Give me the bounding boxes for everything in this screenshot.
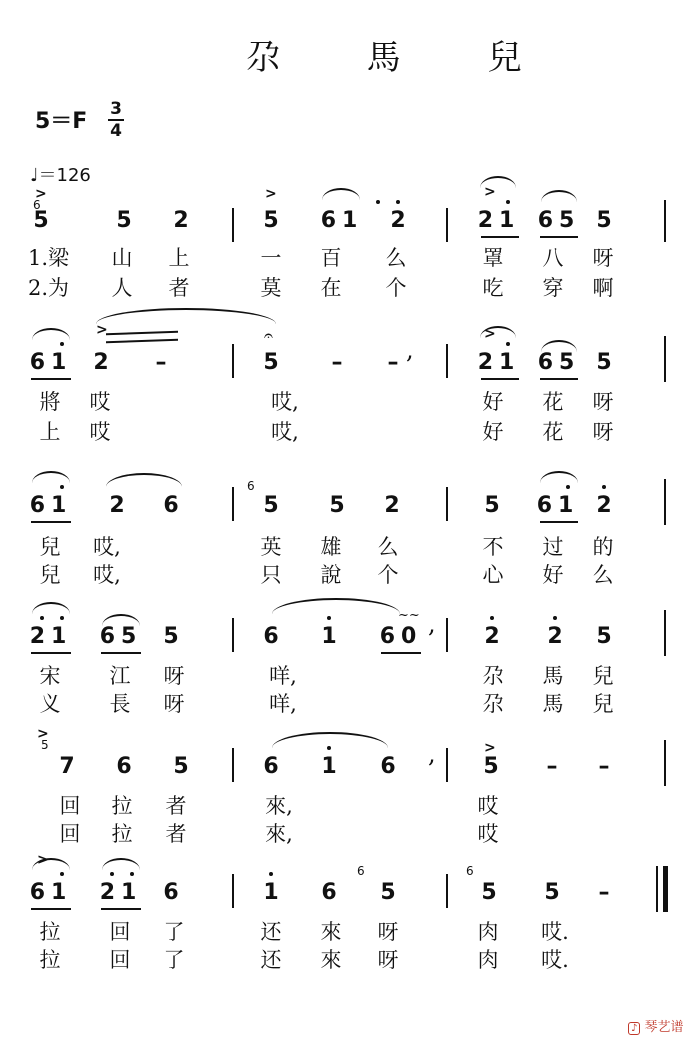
lyric: 哎, [271, 420, 299, 444]
lyric: 啊 [592, 276, 614, 300]
note: 61 [536, 493, 580, 518]
lyric: 宋 [39, 664, 61, 688]
lyric: 还 [260, 948, 282, 972]
note: – [598, 754, 610, 779]
grace-note: 5 [41, 738, 49, 752]
lyric: 呀 [377, 948, 399, 972]
barline [446, 487, 448, 521]
lyric: 呀 [163, 664, 185, 688]
note: – [331, 350, 343, 375]
final-barline-thick [663, 866, 668, 912]
high-octave-dot [60, 872, 64, 876]
note: 2 [596, 493, 612, 518]
barline [446, 344, 448, 378]
high-octave-dot [566, 485, 570, 489]
lyric: 只 [260, 563, 282, 587]
lyric: 咩, [269, 692, 297, 716]
note: 6 [263, 754, 279, 779]
lyric: 好 [542, 563, 564, 587]
lyric: 來, [265, 794, 293, 818]
note: 65 [99, 624, 143, 649]
grace-note: 6 [466, 864, 474, 878]
lyric: 哎 [89, 420, 111, 444]
tempo-marking: ♩＝126 [30, 165, 91, 186]
lyric: 者 [165, 822, 187, 846]
lyric: 哎, [271, 390, 299, 414]
slur [541, 340, 577, 352]
note: 5 [481, 880, 497, 905]
high-octave-dot [110, 872, 114, 876]
lyric: 个 [377, 563, 399, 587]
lyric: 回 [109, 920, 131, 944]
high-octave-dot [60, 485, 64, 489]
trill-mark: ~~ [398, 608, 420, 623]
lyric: 义 [39, 692, 61, 716]
note: 2 [93, 350, 109, 375]
underline-beam [540, 521, 578, 523]
note: 5 [380, 880, 396, 905]
slur [102, 614, 140, 626]
accent-mark: > [484, 740, 496, 756]
note: 6 [116, 754, 132, 779]
note: 21 [29, 624, 73, 649]
lyric: 咩, [269, 664, 297, 688]
high-octave-dot [506, 342, 510, 346]
lyric: 長 [109, 692, 131, 716]
lyric: 尕 [482, 664, 504, 688]
tie-arc [272, 732, 388, 748]
lyric: 拉 [39, 948, 61, 972]
grace-note: 6 [33, 198, 41, 212]
lyric: 哎 [89, 390, 111, 414]
lyric: 百 [320, 246, 342, 270]
score-system-1 [0, 184, 700, 300]
lyric: 么 [385, 246, 407, 270]
note: – [155, 350, 167, 375]
lyric: 么 [377, 535, 399, 559]
note: 5 [116, 208, 132, 233]
lyric: 者 [165, 794, 187, 818]
note: 5 [263, 350, 279, 375]
lyric: 人 [111, 276, 133, 300]
accent-mark: > [484, 326, 496, 342]
lyric: 兒 [39, 535, 61, 559]
high-octave-dot [40, 616, 44, 620]
lyric: 哎. [541, 920, 569, 944]
note: 5 [544, 880, 560, 905]
underline-beam [101, 908, 141, 910]
lyric: 尕 [482, 692, 504, 716]
lyric: 呀 [592, 246, 614, 270]
note: 5 [163, 624, 179, 649]
underline-beam [481, 378, 519, 380]
lyric: 八 [542, 246, 564, 270]
song-title: 尕 馬 兒 [246, 38, 560, 78]
breath-mark: , [406, 336, 414, 364]
barline [446, 208, 448, 242]
lyric: 拉 [111, 822, 133, 846]
note: 5 [33, 208, 49, 233]
lyric: 拉 [111, 794, 133, 818]
note: 65 [537, 350, 581, 375]
note: 2 [390, 208, 406, 233]
lyric: 馬 [542, 692, 564, 716]
lyric: 英 [260, 535, 282, 559]
underline-beam [481, 236, 519, 238]
underline-beam [31, 378, 71, 380]
note: 5 [329, 493, 345, 518]
note: 2 [173, 208, 189, 233]
barline [232, 748, 234, 782]
high-octave-dot [376, 200, 380, 204]
barline [664, 740, 666, 786]
lyric: 莫 [260, 276, 282, 300]
note: 60 [379, 624, 423, 649]
breath-mark: , [428, 740, 436, 768]
lyric: 山 [111, 246, 133, 270]
underline-beam [31, 652, 71, 654]
note: 2 [384, 493, 400, 518]
underline-beam [101, 652, 141, 654]
note: 21 [477, 208, 521, 233]
lyric: 兒 [39, 563, 61, 587]
high-octave-dot [490, 616, 494, 620]
lyric: 哎, [93, 563, 121, 587]
note: – [387, 350, 399, 375]
underline-beam [540, 236, 578, 238]
lyric: 的 [592, 535, 614, 559]
score-system-4 [0, 608, 700, 716]
slur [322, 188, 360, 200]
barline [664, 610, 666, 656]
logo-icon: ♪ [628, 1022, 640, 1035]
accent-mark: > [265, 186, 277, 202]
lyric: 回 [59, 794, 81, 818]
lyric: 兒 [592, 664, 614, 688]
note: 5 [596, 624, 612, 649]
barline [446, 874, 448, 908]
barline [232, 208, 234, 242]
grace-note: 6 [357, 864, 365, 878]
barline [232, 874, 234, 908]
lyric: 來 [320, 920, 342, 944]
note: 6 [321, 880, 337, 905]
tie-arc [96, 308, 276, 324]
high-octave-dot [130, 872, 134, 876]
lyric: 呀 [163, 692, 185, 716]
watermark-text: 琴艺谱 [644, 1020, 684, 1035]
score-system-5 [0, 726, 700, 846]
note: 6 [163, 493, 179, 518]
accent-mark: > [484, 184, 496, 200]
lyric: 拉 [39, 920, 61, 944]
high-octave-dot [506, 200, 510, 204]
high-octave-dot [269, 872, 273, 876]
note: – [598, 880, 610, 905]
underline-beam [540, 378, 578, 380]
note: 61 [29, 493, 73, 518]
lyric: 哎. [541, 948, 569, 972]
accent-mark: > [37, 726, 49, 742]
note: – [546, 754, 558, 779]
lyric: 罩 [482, 246, 504, 270]
lyric: 來 [320, 948, 342, 972]
note: 1 [263, 880, 279, 905]
note: 21 [477, 350, 521, 375]
lyric: 不 [482, 535, 504, 559]
lyric: 一 [260, 246, 282, 270]
lyric: 1.梁 [28, 246, 70, 270]
note: 61 [29, 350, 73, 375]
lyric: 馬 [542, 664, 564, 688]
meter-top: 3 [110, 99, 122, 119]
final-barline-thin [656, 866, 658, 912]
tie-arc [272, 598, 400, 614]
lyric: 將 [39, 390, 61, 414]
note: 6 [380, 754, 396, 779]
slur [541, 190, 577, 202]
lyric: 上 [39, 420, 61, 444]
lyric: 好 [482, 420, 504, 444]
lyric: 來, [265, 822, 293, 846]
slur [32, 602, 70, 614]
barline [446, 618, 448, 652]
slur [32, 328, 70, 340]
lyric: 回 [59, 822, 81, 846]
lyric: 呀 [377, 920, 399, 944]
note: 65 [537, 208, 581, 233]
note: 61 [320, 208, 364, 233]
lyric: 回 [109, 948, 131, 972]
accent-mark: > [37, 852, 49, 868]
barline [446, 748, 448, 782]
lyric: 上 [168, 246, 190, 270]
lyric: 哎 [477, 822, 499, 846]
score-system-3 [0, 479, 700, 587]
underline-beam [31, 908, 71, 910]
lyric: 了 [163, 948, 185, 972]
note: 2 [109, 493, 125, 518]
barline [664, 200, 666, 242]
lyric: 了 [163, 920, 185, 944]
lyric: 說 [320, 563, 342, 587]
lyric: 肉 [477, 920, 499, 944]
note: 5 [596, 208, 612, 233]
high-octave-dot [327, 616, 331, 620]
note: 2 [484, 624, 500, 649]
note: 2 [547, 624, 563, 649]
lyric: 花 [542, 420, 564, 444]
tie-arc [106, 473, 182, 487]
accent-mark: > [96, 322, 108, 338]
meter-bottom: 4 [110, 121, 122, 141]
accent-mark: > [35, 186, 47, 202]
crescendo-hairpin [106, 331, 178, 344]
lyric: 个 [385, 276, 407, 300]
lyric: 哎, [93, 535, 121, 559]
slur [32, 471, 70, 483]
note: 5 [596, 350, 612, 375]
barline [232, 618, 234, 652]
high-octave-dot [60, 616, 64, 620]
lyric: 在 [320, 276, 342, 300]
high-octave-dot [60, 342, 64, 346]
underline-beam [31, 521, 71, 523]
score-system-6 [0, 852, 700, 972]
high-octave-dot [553, 616, 557, 620]
watermark-logo [628, 1016, 684, 1035]
note: 61 [29, 880, 73, 905]
note: 7 [59, 754, 75, 779]
lyric: 2.为 [28, 276, 70, 300]
note: 21 [99, 880, 143, 905]
note: 5 [483, 754, 499, 779]
lyric: 呀 [592, 390, 614, 414]
slur [102, 858, 140, 870]
lyric: 哎 [477, 794, 499, 818]
lyric: 好 [482, 390, 504, 414]
underline-beam [381, 652, 421, 654]
note: 5 [173, 754, 189, 779]
lyric: 么 [592, 563, 614, 587]
barline [232, 487, 234, 521]
lyric: 吃 [482, 276, 504, 300]
lyric: 雄 [320, 535, 342, 559]
lyric: 江 [109, 664, 131, 688]
grace-note: 6 [247, 479, 255, 493]
time-signature [108, 100, 124, 140]
high-octave-dot [396, 200, 400, 204]
lyric: 心 [482, 563, 504, 587]
key-signature: 5＝F [35, 109, 88, 134]
note: 5 [484, 493, 500, 518]
note: 1 [321, 624, 337, 649]
slur [540, 471, 578, 483]
breath-mark: , [428, 610, 436, 638]
barline [664, 479, 666, 525]
lyric: 过 [542, 535, 564, 559]
lyric: 呀 [592, 420, 614, 444]
score-system-2 [0, 322, 700, 444]
lyric: 兒 [592, 692, 614, 716]
fermata-mark: 𝄐 [264, 326, 273, 345]
barline [232, 344, 234, 378]
lyric: 花 [542, 390, 564, 414]
lyric: 肉 [477, 948, 499, 972]
lyric: 还 [260, 920, 282, 944]
note: 5 [263, 493, 279, 518]
barline [664, 336, 666, 382]
note: 1 [321, 754, 337, 779]
note: 5 [263, 208, 279, 233]
lyric: 者 [168, 276, 190, 300]
high-octave-dot [602, 485, 606, 489]
note: 6 [263, 624, 279, 649]
note: 6 [163, 880, 179, 905]
lyric: 穿 [542, 276, 564, 300]
